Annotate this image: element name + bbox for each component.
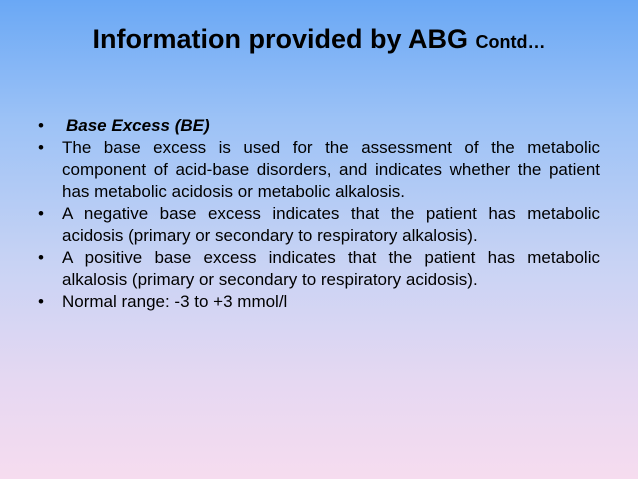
- bullet-text: Normal range: -3 to +3 mmol/l: [62, 292, 288, 311]
- bullet-item: [38, 115, 600, 137]
- bullet-item: [38, 291, 600, 313]
- bullet-item: [38, 137, 600, 203]
- bullet-text: A positive base excess indicates that the patient has metabolic alkalosis (primary or secondary to respiratory acidosis).: [62, 248, 600, 289]
- bullet-text: A negative base excess indicates that the patient has metabolic acidosis (primary or secondary to respiratory alkalosis).: [62, 204, 600, 245]
- slide-title-text: Information provided by ABG: [92, 24, 468, 54]
- bullet-dot-icon: •: [38, 248, 44, 267]
- bullet-item: [38, 247, 600, 291]
- bullet-text: The base excess is used for the assessment of the metabolic component of acid-base disorders, and indicates whether the patient has metabolic acidosis or metabolic alkalosis.: [62, 138, 600, 201]
- bullet-dot-icon: •: [38, 116, 44, 135]
- bullet-heading: Base Excess (BE): [66, 116, 210, 135]
- bullet-list: [38, 115, 600, 313]
- bullet-dot-icon: •: [38, 138, 44, 157]
- slide-title: [0, 22, 638, 59]
- bullet-dot-icon: •: [38, 292, 44, 311]
- bullet-dot-icon: •: [38, 204, 44, 223]
- slide-title-suffix: Contd…: [475, 32, 546, 52]
- bullet-item: [38, 203, 600, 247]
